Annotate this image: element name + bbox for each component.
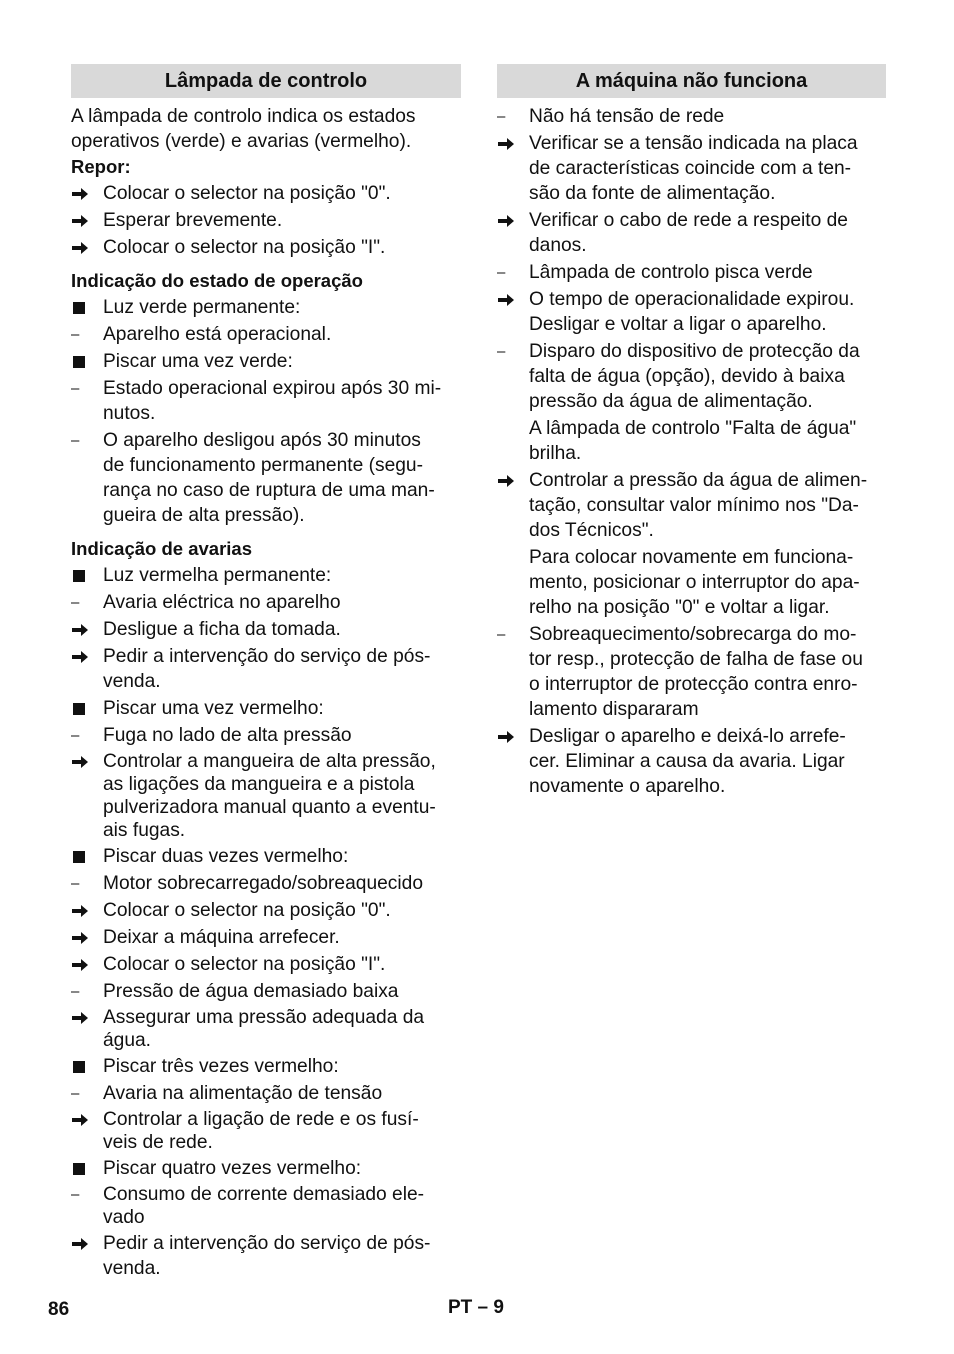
square-bullet-icon (71, 295, 95, 320)
action-step (71, 925, 461, 950)
repor-steps (71, 181, 461, 260)
dash-bullet-icon (497, 104, 521, 129)
dash-bullet-icon (71, 590, 95, 615)
item-line: Luz vermelha permanente: (103, 565, 332, 586)
cause-item (497, 260, 886, 285)
item-line: Lâmpada de controlo pisca verde (529, 262, 813, 283)
square-bullet-icon (71, 563, 95, 588)
item-line: danos. (529, 235, 587, 256)
item-line: Sobreaquecimento/sobrecarga do mo- (529, 624, 857, 645)
language-page-label: PT – 9 (448, 1297, 504, 1318)
item-text (103, 1006, 461, 1052)
right-column (497, 64, 886, 799)
status-bullet-item (71, 295, 461, 320)
cause-item (71, 1183, 461, 1229)
item-line: Colocar o selector na posição "I". (103, 954, 386, 975)
item-line: Pressão de água demasiado baixa (103, 981, 399, 1002)
item-text (529, 104, 886, 129)
arrow-right-icon (71, 181, 95, 206)
item-text (103, 617, 461, 642)
arrow-right-icon (71, 623, 89, 637)
arrow-right-icon (497, 293, 515, 307)
arrow-right-icon (71, 208, 95, 233)
continuation-text (497, 416, 886, 466)
item-line: venda. (103, 671, 161, 692)
square-bullet-icon (71, 1156, 95, 1181)
fault-heading: Indicação de avarias (71, 538, 252, 559)
item-text (103, 376, 461, 426)
item-text (103, 590, 461, 615)
item-line: pressão da água de alimentação. (529, 391, 813, 412)
arrow-right-icon (497, 214, 515, 228)
item-text (103, 952, 461, 977)
item-line: Motor sobrecarregado/sobreaquecido (103, 873, 423, 894)
arrow-right-icon (71, 214, 89, 228)
item-line: Colocar o selector na posição "0". (103, 183, 391, 204)
item-text (103, 1081, 461, 1106)
dash-bullet-icon (497, 622, 521, 647)
item-text (529, 416, 886, 466)
item-text (103, 898, 461, 923)
item-line: Fuga no lado de alta pressão (103, 725, 352, 746)
section-heading-machine-not-working: A máquina não funciona (497, 64, 886, 98)
item-text (529, 622, 886, 722)
arrow-right-icon (71, 1113, 89, 1127)
item-text (529, 287, 886, 337)
action-step (71, 208, 461, 233)
arrow-right-icon (71, 1108, 95, 1131)
arrow-right-icon (71, 925, 95, 950)
item-text (103, 428, 461, 528)
item-line: Avaria na alimentação de tensão (103, 1083, 383, 1104)
continuation-text (497, 545, 886, 620)
item-line: A lâmpada de controlo "Falta de água" (529, 418, 857, 439)
item-line: pulverizadora manual quanto a eventu- (103, 797, 436, 818)
action-step (71, 181, 461, 206)
item-line: mento, posicionar o interruptor do apa- (529, 572, 860, 593)
item-text (103, 723, 461, 748)
intro-line-2: operativos (verde) e avarias (vermelho). (71, 131, 412, 152)
arrow-right-icon (71, 617, 95, 642)
cause-item (497, 622, 886, 722)
arrow-right-icon (71, 650, 89, 664)
arrow-right-icon (497, 208, 521, 233)
item-line: Esperar brevemente. (103, 210, 283, 231)
item-line: Controlar a ligação de rede e os fusí- (103, 1109, 419, 1130)
status-bullet-item (71, 844, 461, 869)
action-step (71, 750, 461, 842)
action-step (71, 1231, 461, 1281)
item-text (103, 1231, 461, 1281)
item-line: Deixar a máquina arrefecer. (103, 927, 340, 948)
item-line: Aparelho está operacional. (103, 324, 332, 345)
item-text (103, 979, 461, 1004)
item-line: O tempo de operacionalidade expirou. (529, 289, 855, 310)
item-line: Avaria eléctrica no aparelho (103, 592, 341, 613)
arrow-right-icon (497, 474, 515, 488)
item-line: nutos. (103, 403, 156, 424)
item-text (103, 750, 461, 842)
item-line: veis de rede. (103, 1132, 213, 1153)
square-bullet-icon (71, 1054, 95, 1079)
item-line: Desligue a ficha da tomada. (103, 619, 341, 640)
item-text (103, 1183, 461, 1229)
item-line: água. (103, 1030, 152, 1051)
item-line: o interruptor de protecção contra enro- (529, 674, 858, 695)
action-step (71, 1108, 461, 1154)
arrow-right-icon (497, 137, 515, 151)
item-line: Desligar e voltar a ligar o aparelho. (529, 314, 827, 335)
item-text (103, 322, 461, 347)
action-step (71, 644, 461, 694)
status-bullet-item (71, 696, 461, 721)
cause-item (71, 428, 461, 528)
arrow-right-icon (71, 904, 89, 918)
dash-bullet-icon (71, 1081, 95, 1106)
dash-bullet-icon (71, 428, 95, 453)
item-line: Estado operacional expirou após 30 mi- (103, 378, 442, 399)
item-text (529, 131, 886, 206)
dash-bullet-icon (71, 376, 95, 401)
item-line: ais fugas. (103, 820, 186, 841)
arrow-right-icon (71, 187, 89, 201)
action-step (497, 131, 886, 206)
cause-item (71, 723, 461, 748)
dash-bullet-icon (71, 1183, 95, 1206)
item-text (103, 208, 461, 233)
item-line: Piscar uma vez verde: (103, 351, 293, 372)
item-line: Piscar três vezes vermelho: (103, 1056, 339, 1077)
item-line: são da fonte de alimentação. (529, 183, 776, 204)
dash-bullet-icon (497, 260, 521, 285)
arrow-right-icon (497, 730, 515, 744)
item-text (529, 208, 886, 258)
item-text (103, 1054, 461, 1079)
repor-label: Repor: (71, 156, 131, 177)
item-text (529, 724, 886, 799)
dash-bullet-icon (497, 339, 521, 364)
dash-bullet-icon (71, 723, 95, 748)
item-line: de características coincide com a ten- (529, 158, 852, 179)
item-text (103, 871, 461, 896)
cause-item (71, 322, 461, 347)
item-text (103, 844, 461, 869)
item-line: vado (103, 1207, 145, 1228)
item-line: Disparo do dispositivo de protecção da (529, 341, 860, 362)
arrow-right-icon (71, 235, 95, 260)
item-text (103, 295, 461, 320)
item-text (529, 545, 886, 620)
action-step (497, 724, 886, 799)
item-line: Desligar o aparelho e deixá-lo arrefe- (529, 726, 846, 747)
item-line: venda. (103, 1258, 161, 1279)
arrow-right-icon (71, 644, 95, 669)
cause-item (71, 979, 461, 1004)
action-step (71, 952, 461, 977)
action-step (71, 235, 461, 260)
item-line: O aparelho desligou após 30 minutos (103, 430, 421, 451)
item-text (103, 696, 461, 721)
dash-bullet-icon (71, 871, 95, 896)
item-line: Não há tensão de rede (529, 106, 725, 127)
cause-item (497, 339, 886, 414)
status-bullet-item (71, 563, 461, 588)
action-step (497, 287, 886, 337)
cause-item (71, 1081, 461, 1106)
item-line: Consumo de corrente demasiado ele- (103, 1184, 425, 1205)
action-step (71, 898, 461, 923)
cause-item (497, 104, 886, 129)
arrow-right-icon (71, 755, 89, 769)
arrow-right-icon (71, 750, 95, 773)
arrow-right-icon (497, 468, 521, 493)
status-bullet-item (71, 1054, 461, 1079)
item-line: cer. Eliminar a causa da avaria. Ligar (529, 751, 845, 772)
item-line: Colocar o selector na posição "I". (103, 237, 386, 258)
action-step (497, 468, 886, 543)
item-line: Piscar quatro vezes vermelho: (103, 1158, 362, 1179)
arrow-right-icon (71, 1011, 89, 1025)
item-line: dos Técnicos". (529, 520, 654, 541)
cause-item (71, 590, 461, 615)
page-number: 86 (48, 1299, 70, 1320)
cause-item (71, 871, 461, 896)
item-text (103, 925, 461, 950)
item-text (103, 1156, 461, 1181)
item-line: de funcionamento permanente (segu- (103, 455, 423, 476)
item-text (103, 349, 461, 374)
item-line: Colocar o selector na posição "0". (103, 900, 391, 921)
item-text (529, 468, 886, 543)
square-bullet-icon (71, 696, 95, 721)
cause-item (71, 376, 461, 426)
intro-line-1: A lâmpada de controlo indica os estados (71, 106, 416, 127)
arrow-right-icon (71, 1237, 89, 1251)
item-text (529, 260, 886, 285)
troubleshooting-list (497, 104, 886, 799)
square-bullet-icon (71, 844, 95, 869)
item-line: Piscar uma vez vermelho: (103, 698, 324, 719)
item-line: Verificar o cabo de rede a respeito de (529, 210, 848, 231)
left-column (71, 64, 461, 1281)
status-bullet-item (71, 1156, 461, 1181)
status-heading: Indicação do estado de operação (71, 270, 363, 291)
arrow-right-icon (71, 1231, 95, 1256)
item-text (529, 339, 886, 414)
status-bullet-item (71, 349, 461, 374)
item-line: rança no caso de ruptura de uma man- (103, 480, 435, 501)
item-line: Controlar a pressão da água de alimen- (529, 470, 868, 491)
section-heading-control-lamp: Lâmpada de controlo (71, 64, 461, 98)
item-text (103, 563, 461, 588)
item-line: Pedir a intervenção do serviço de pós- (103, 646, 431, 667)
item-text (103, 644, 461, 694)
item-line: Controlar a mangueira de alta pressão, (103, 751, 436, 772)
square-bullet-icon (71, 349, 95, 374)
item-line: as ligações da mangueira e a pistola (103, 774, 415, 795)
arrow-right-icon (497, 287, 521, 312)
item-line: brilha. (529, 443, 582, 464)
item-text (103, 1108, 461, 1154)
fault-list (71, 563, 461, 1281)
dash-bullet-icon (71, 979, 95, 1004)
action-step (71, 1006, 461, 1052)
status-list (71, 295, 461, 528)
action-step (497, 208, 886, 258)
arrow-right-icon (71, 898, 95, 923)
arrow-right-icon (71, 952, 95, 977)
item-line: Pedir a intervenção do serviço de pós- (103, 1233, 431, 1254)
item-line: falta de água (opção), devido à baixa (529, 366, 845, 387)
arrow-right-icon (497, 131, 521, 156)
arrow-right-icon (71, 931, 89, 945)
item-line: relho na posição "0" e voltar a ligar. (529, 597, 830, 618)
item-line: gueira de alta pressão). (103, 505, 305, 526)
dash-bullet-icon (71, 322, 95, 347)
item-line: novamente o aparelho. (529, 776, 726, 797)
item-line: Luz verde permanente: (103, 297, 301, 318)
item-text (103, 235, 461, 260)
item-line: Para colocar novamente em funciona- (529, 547, 854, 568)
arrow-right-icon (71, 958, 89, 972)
arrow-right-icon (497, 724, 521, 749)
item-text (103, 181, 461, 206)
arrow-right-icon (71, 241, 89, 255)
item-line: Piscar duas vezes vermelho: (103, 846, 349, 867)
item-line: Assegurar uma pressão adequada da (103, 1007, 425, 1028)
item-line: tor resp., protecção de falha de fase ou (529, 649, 863, 670)
item-line: lamento dispararam (529, 699, 699, 720)
item-line: Verificar se a tensão indicada na placa (529, 133, 858, 154)
arrow-right-icon (71, 1006, 95, 1029)
action-step (71, 617, 461, 642)
item-line: tação, consultar valor mínimo nos "Da- (529, 495, 859, 516)
